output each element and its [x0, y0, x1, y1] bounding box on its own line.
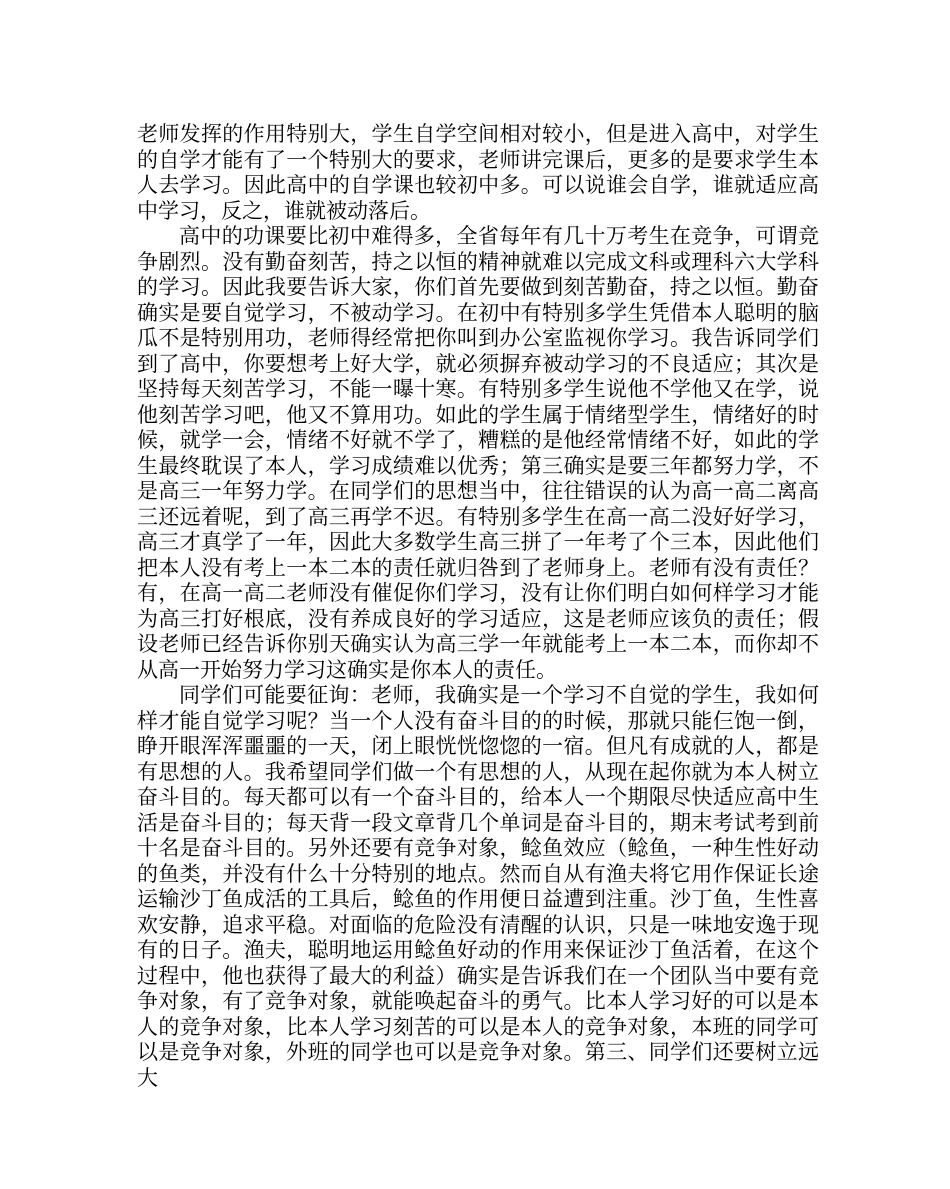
- paragraph-2: 高中的功课要比初中难得多，全省每年有几十万考生在竞争，可谓竞争剧烈。没有勤奋刻苦，持之以恒的精神就难以完成文科或理科六大学科的学习。因此我要告诉大家，你们首先要做到刻苦勤奋，持之以恒。勤奋确实是要自觉学习，不被动学习。在初中有特别多学生凭借本人聪明的脑瓜不是特别用功，老师得经常把你叫到办公室监视你学习。我告诉同学们到了高中，你要想考上好大学，就必须摒弃被动学习的不良适应；其次是坚持每天刻苦学习，不能一曝十寒。有特别多学生说他不学他又在学，说他刻苦学习吧，他又不算用功。如此的学生属于情绪型学生，情绪好的时候，就学一会，情绪不好就不学了，糟糕的是他经常情绪不好，如此的学生最终耽误了本人，学习成绩难以优秀；第三确实是要三年都努力学，不是高三一年努力学。在同学们的思想当中，往往错误的认为高一高二离高三还远着呢，到了高三再学不迟。有特别多学生在高一高二没好好学习，高三才真学了一年，因此大多数学生高三拼了一年考了个三本，因此他们把本人没有考上一本二本的责任就归咎到了老师身上。老师有没有责任？有，在高一高二老师没有催促你们学习，没有让你们明白如何样学习才能为高三打好根底，没有养成良好的学习适应，这是老师应该负的责任；假设老师已经告诉你别天确实认为高三学一年就能考上一本二本，而你却不从高一开始努力学习这确实是你本人的责任。: [137, 224, 819, 682]
- paragraph-1: 老师发挥的作用特别大，学生自学空间相对较小，但是进入高中，对学生的自学才能有了一个特别大的要求，老师讲完课后，更多的是要求学生本人去学习。因此高中的自学课也较初中多。可以说谁会自学，谁就适应高中学习，反之，谁就被动落后。: [137, 122, 819, 223]
- paragraph-3: 同学们可能要征询：老师，我确实是一个学习不自觉的学生，我如何样才能自觉学习呢？当一个人没有奋斗目的的时候，那就只能仨饱一倒，睁开眼浑浑噩噩的一天，闭上眼恍恍惚惚的一宿。但凡有成就的人，都是有思想的人。我希望同学们做一个有思想的人，从现在起你就为本人树立奋斗目的。每天都可以有一个奋斗目的，给本人一个期限尽快适应高中生活是奋斗目的；每天背一段文章背几个单词是奋斗目的，期末考试考到前十名是奋斗目的。另外还要有竞争对象，鲶鱼效应（鲶鱼，一种生性好动的鱼类，并没有什么十分特别的地点。然而自从有渔夫将它用作保证长途运输沙丁鱼成活的工具后，鲶鱼的作用便日益遭到注重。沙丁鱼，生性喜欢安静，追求平稳。对面临的危险没有清醒的认识，只是一味地安逸于现有的日子。渔夫，聪明地运用鲶鱼好动的作用来保证沙丁鱼活着，在这个过程中，他也获得了最大的利益）确实是告诉我们在一个团队当中要有竞争对象，有了竞争对象，就能唤起奋斗的勇气。比本人学习好的可以是本人的竞争对象，比本人学习刻苦的可以是本人的竞争对象，本班的同学可以是竞争对象，外班的同学也可以是竞争对象。第三、同学们还要树立远大: [137, 683, 819, 1090]
- document-body: [137, 122, 819, 1091]
